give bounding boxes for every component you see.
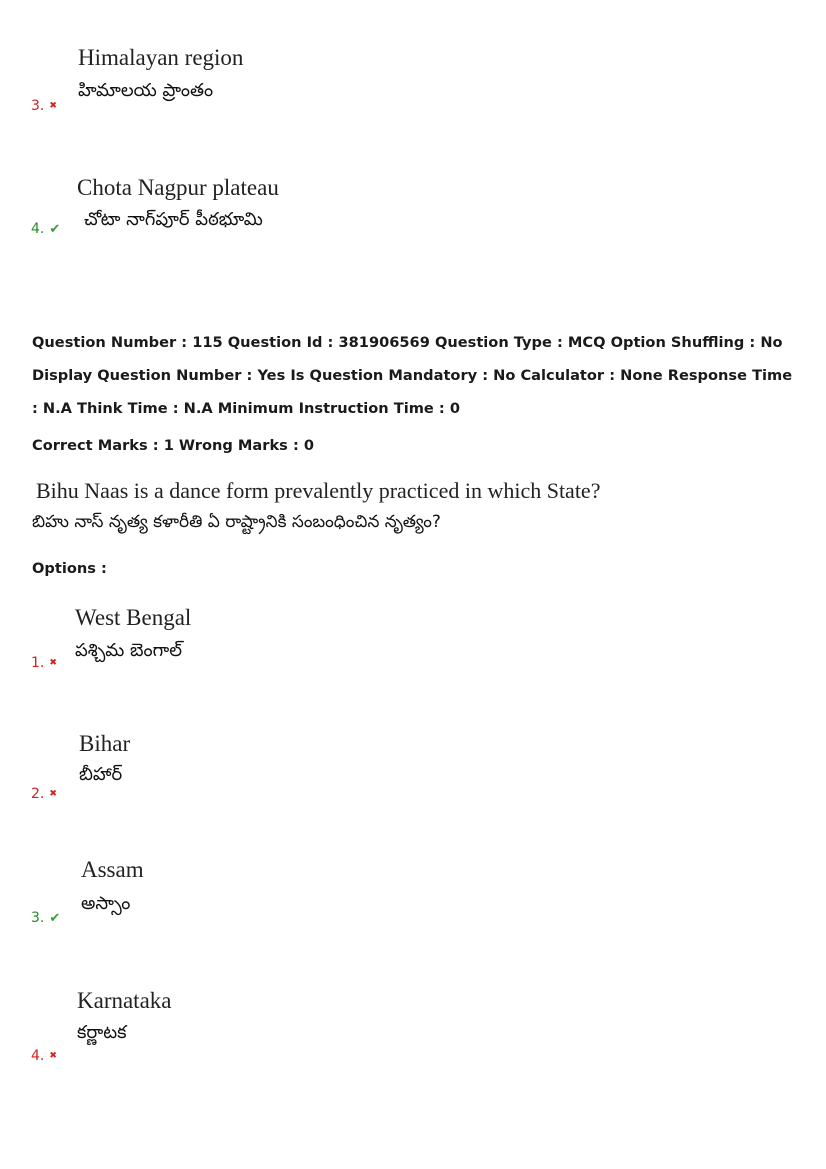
- option-text-english: Chota Nagpur plateau: [77, 175, 279, 200]
- option-text-telugu: అస్సాం: [81, 893, 131, 914]
- option-number-label: 4.: [31, 1048, 45, 1064]
- option-text-english: Himalayan region: [78, 45, 244, 70]
- option-number-label: 4.: [31, 221, 45, 237]
- question-meta: Question Number : 115 Question Id : 381906569 Question Type : MCQ Option Shuffling : No Display Question Number : Yes Is Question Mandatory : No Calculator : None Response Time : N.A Think Time : N.A Minimum Instruction Time : 0: [32, 334, 793, 417]
- option-text-telugu: కర్ణాటక: [77, 1022, 127, 1043]
- options-label: Options :: [32, 560, 107, 577]
- option-number: [31, 655, 57, 671]
- question-text-telugu: బిహు నాస్ నృత్య కళారీతి ఏ రాష్ట్రానికి సంబంధించిన నృత్యం?: [32, 512, 441, 532]
- cross-icon: ✖: [49, 658, 57, 668]
- option-text-telugu: చోటా నాగ్‌పూర్ పీఠభూమి: [84, 209, 263, 230]
- option-text-english: Karnataka: [77, 988, 172, 1013]
- checkmark-icon: ✔: [49, 911, 61, 926]
- option-text-english: Assam: [81, 857, 144, 882]
- option-text-telugu: బీహార్: [79, 764, 123, 785]
- option-number: [31, 1048, 57, 1064]
- question-text-english: Bihu Naas is a dance form prevalently practiced in which State?: [36, 478, 601, 503]
- option-text-telugu: హిమాలయ ప్రాంతం: [78, 80, 214, 101]
- option-number-label: 3.: [31, 910, 45, 926]
- option-text-english: West Bengal: [75, 605, 192, 630]
- cross-icon: ✖: [49, 789, 57, 799]
- option-text-english: Bihar: [79, 731, 131, 756]
- option-number-label: 1.: [31, 655, 45, 671]
- option-number-label: 2.: [31, 786, 45, 802]
- option-number: [31, 221, 60, 237]
- question-marks: Correct Marks : 1 Wrong Marks : 0: [32, 437, 315, 454]
- option-number: [31, 910, 60, 926]
- option-number: [31, 98, 57, 114]
- cross-icon: ✖: [49, 101, 57, 111]
- option-number: [31, 786, 57, 802]
- cross-icon: ✖: [49, 1051, 57, 1061]
- option-text-telugu: పశ్చిమ బెంగాల్: [75, 640, 183, 661]
- option-number-label: 3.: [31, 98, 45, 114]
- checkmark-icon: ✔: [49, 222, 61, 237]
